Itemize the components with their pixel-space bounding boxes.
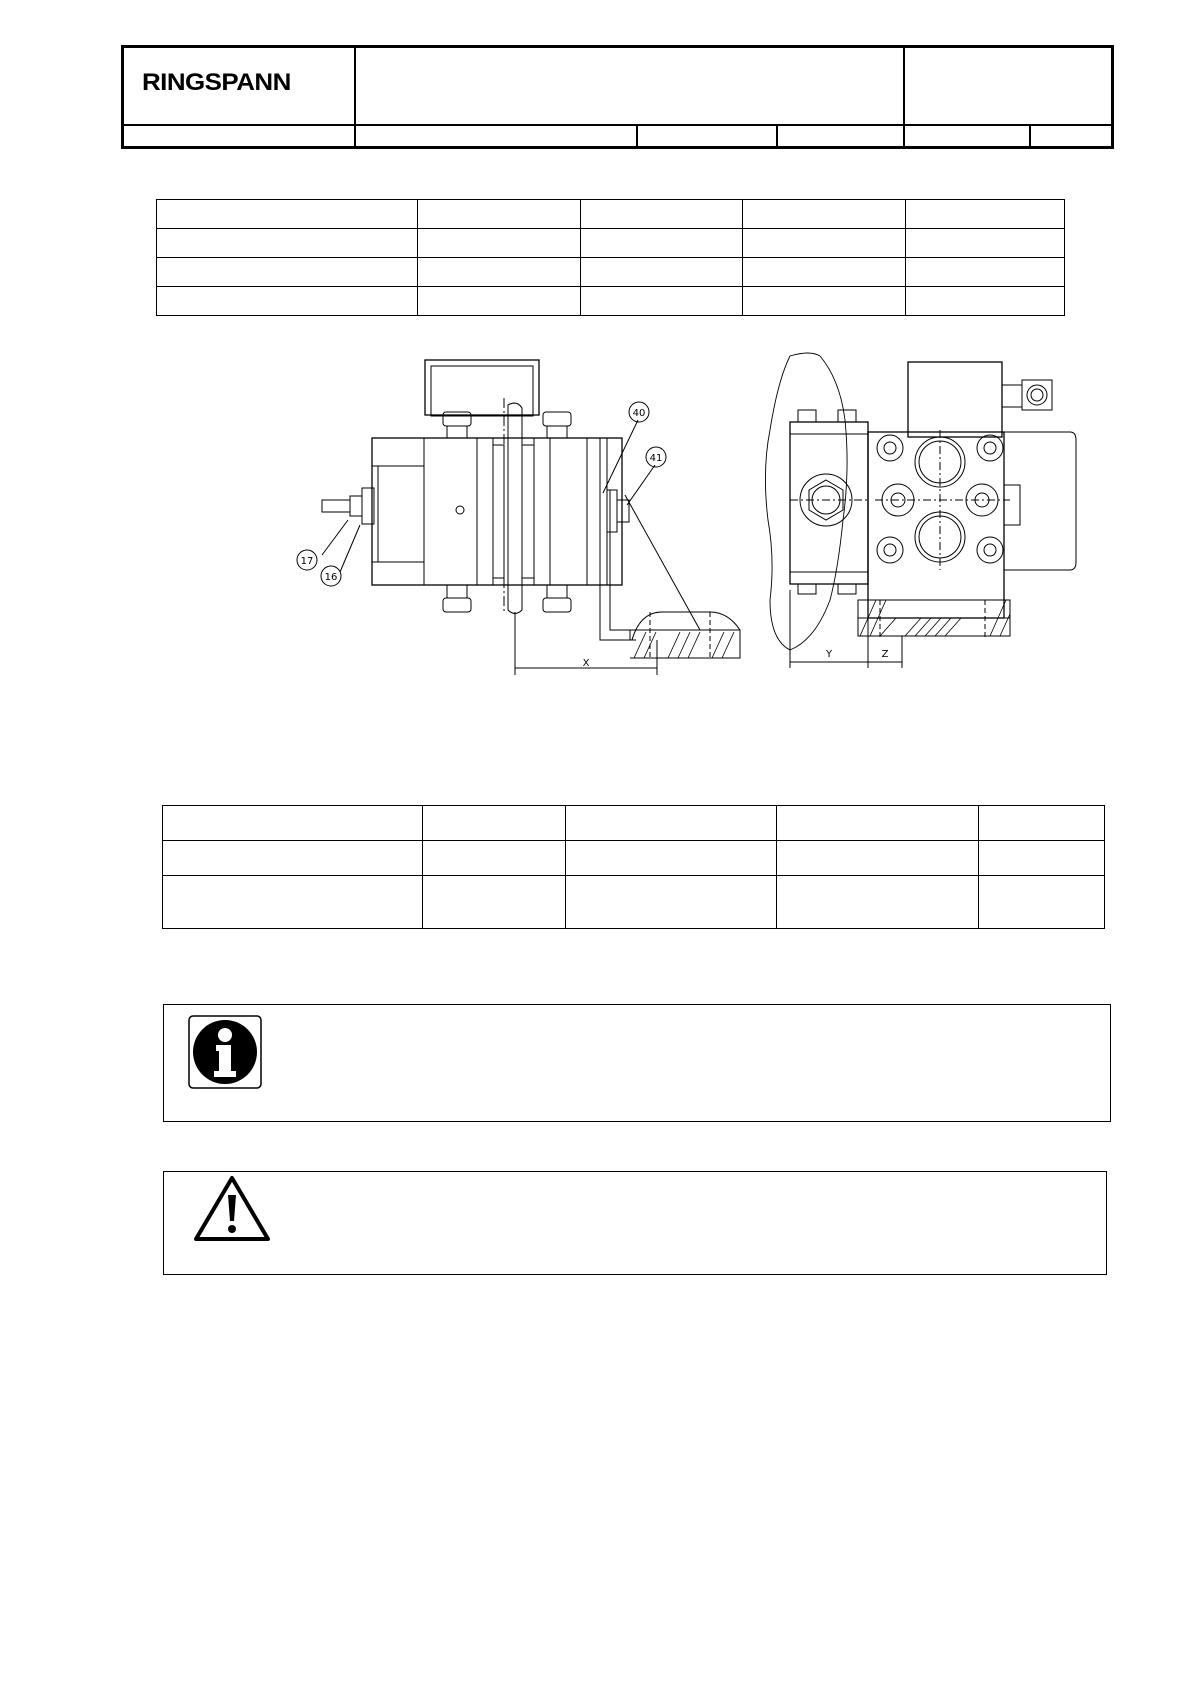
callout-41: 41	[649, 453, 663, 464]
info-notice-box	[163, 1004, 1111, 1122]
dimension-y: Y	[825, 649, 833, 660]
dimension-x: X	[582, 658, 590, 669]
brand-logo: RINGSPANN	[142, 69, 291, 96]
table-row	[157, 229, 1065, 258]
title-block-divider-h	[121, 124, 1114, 126]
dimension-z: Z	[881, 649, 889, 660]
title-block-divider-v5	[1029, 124, 1031, 149]
warning-notice-box	[163, 1171, 1107, 1275]
callout-17: 17	[300, 556, 314, 567]
table-row	[157, 200, 1065, 229]
table-row	[163, 806, 1105, 841]
info-icon	[188, 1015, 262, 1089]
title-block-divider-v4	[776, 124, 778, 149]
table-2	[162, 805, 1105, 929]
title-block-divider-v1	[354, 45, 356, 149]
table-row	[163, 841, 1105, 876]
side-view	[297, 360, 740, 675]
front-view	[765, 353, 1076, 668]
callout-40: 40	[632, 408, 646, 419]
table-row	[157, 258, 1065, 287]
table-row	[157, 287, 1065, 316]
table-1	[156, 199, 1065, 316]
technical-drawing	[280, 345, 1090, 680]
callout-16: 16	[324, 572, 338, 583]
table-row	[163, 876, 1105, 929]
title-block-divider-v2	[903, 45, 905, 149]
warning-triangle-icon	[193, 1175, 271, 1243]
title-block-divider-v3	[636, 124, 638, 149]
